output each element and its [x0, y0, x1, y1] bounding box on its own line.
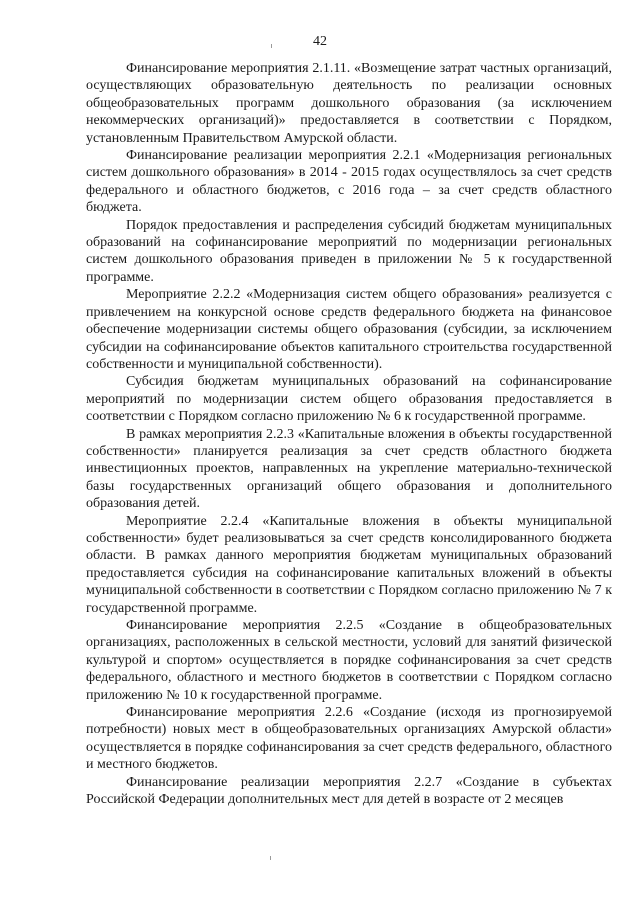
paragraph-measure-2-2-2: Мероприятие 2.2.2 «Модернизация систем общего образования» реализуется с привлечением на конкурсной основе средств федерального бюджета на финансовое обеспечение модернизации системы общего образования (субсидии, за исключением субсидии на софинансирование объектов капитального строительства государственной собственности и муниципальной собственности).: [86, 287, 612, 372]
paragraph-subsidy-appendix-6: Субсидия бюджетам муниципальных образований на софинансирование мероприятий по модернизации систем общего образования предоставляется в соответствии с Порядком согласно приложению № 6 к государственной программе.: [86, 374, 612, 425]
paragraph-measure-2-2-6: Финансирование мероприятия 2.2.6 «Создание (исходя из прогнозируемой потребности) новых мест в общеобразовательных организациях Амурской области» осуществляется в порядке софинансирования за счет средств федерального, областного и местного бюджетов.: [86, 705, 612, 773]
scan-artifact-mark: [270, 856, 271, 860]
paragraph-measure-2-2-7: Финансирование реализации мероприятия 2.2.7 «Создание в субъектах Российской Федерации дополнительных мест для детей в возрасте от 2 месяцев: [86, 774, 612, 808]
paragraph-subsidy-procedure-appendix-5: Порядок предоставления и распределения субсидий бюджетам муниципальных образований на софинансирование мероприятий по модернизации региональных систем дошкольного образования приведен в приложении № 5 к государственной программе.: [86, 217, 612, 285]
paragraph-measure-2-2-5: Финансирование мероприятия 2.2.5 «Создание в общеобразовательных организациях, расположенных в сельской местности, условий для занятий физической культурой и спортом» осуществляется в порядке софинансирования за счет средств федерального, областного и местного бюджетов в соответствии с Порядком согласно приложению № 10 к государственной программе.: [86, 618, 612, 703]
scan-artifact-mark: [271, 44, 272, 48]
page-number: 42: [313, 34, 327, 49]
document-body: [86, 60, 612, 808]
paragraph-measure-2-1-11: Финансирование мероприятия 2.1.11. «Возмещение затрат частных организаций, осуществляющих образовательную деятельность по реализации основных общеобразовательных программ дошкольного образования (за исключением некоммерческих организаций)» предоставляется в соответствии с Порядком, установленным Правительством Амурской области.: [86, 61, 612, 146]
paragraph-measure-2-2-1: Финансирование реализации мероприятия 2.2.1 «Модернизация региональных систем дошкольного образования» в 2014 - 2015 годах осуществлялось за счет средств федерального и областного бюджетов, с 2016 года – за счет средств областного бюджета.: [86, 148, 612, 216]
paragraph-measure-2-2-4: Мероприятие 2.2.4 «Капитальные вложения в объекты муниципальной собственности» будет реализовываться за счет средств консолидированного бюджета области. В рамках данного мероприятия бюджетам муниципальных образований предоставляется субсидия на софинансирование капитальных вложений в объекты муниципальной собственности в соответствии с Порядком согласно приложению № 7 к государственной программе.: [86, 513, 612, 616]
paragraph-measure-2-2-3: В рамках мероприятия 2.2.3 «Капитальные вложения в объекты государственной собственности» планируется реализация за счет средств областного бюджета инвестиционных проектов, направленных на укрепление материально-технической базы государственных организаций общего образования и дополнительного образования детей.: [86, 426, 612, 512]
